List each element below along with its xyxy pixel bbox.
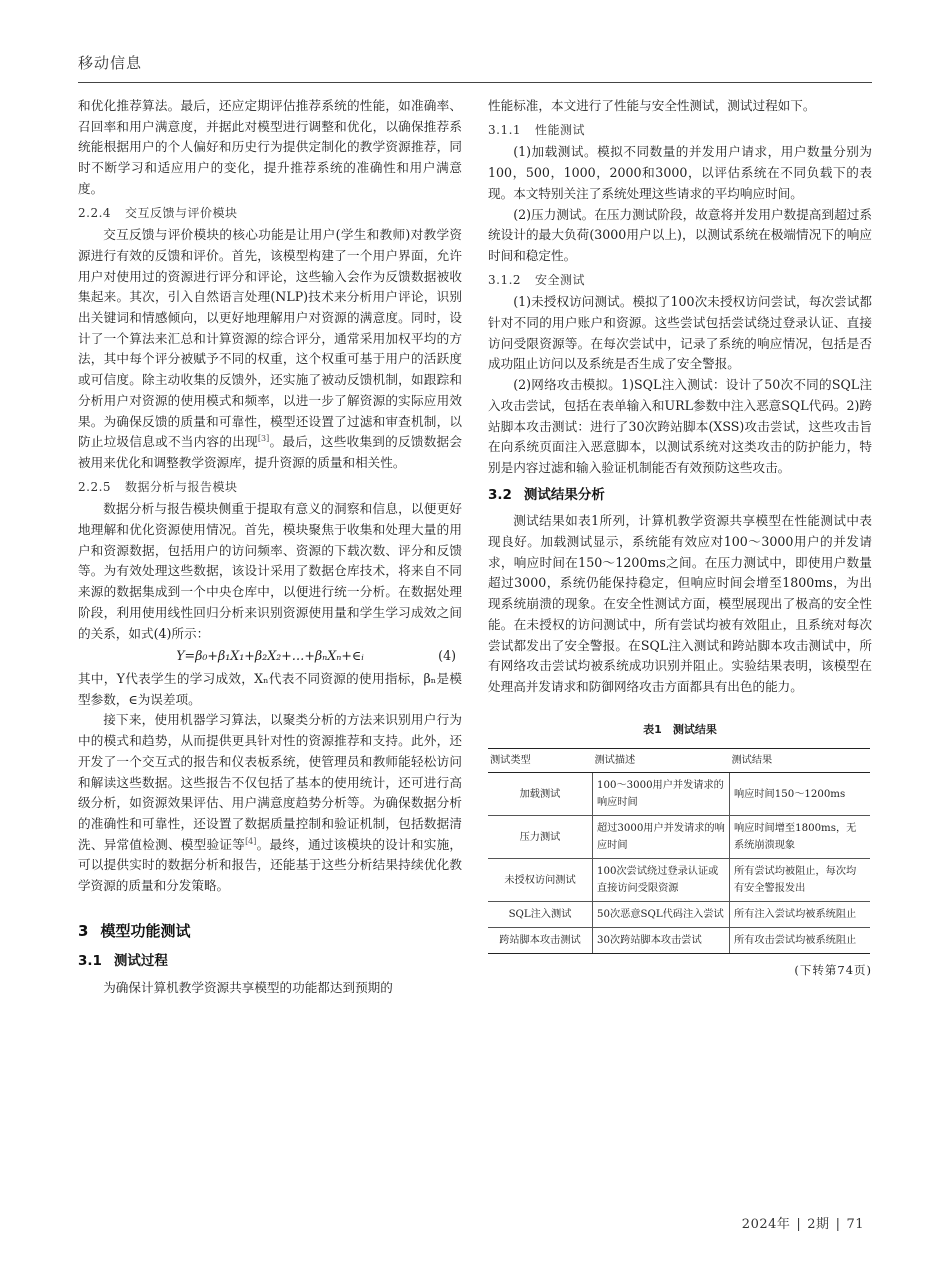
- section-number: 3: [78, 921, 89, 940]
- paragraph-text: 交互反馈与评价模块的核心功能是让用户(学生和教师)对教学资源进行有效的反馈和评价。首先，该模型构建了一个用户界面，允许用户对使用过的资源进行评分和评论，这些输入会作为反馈数据被收集起来。其次，引入自然语言处理(NLP)技术来分析用户评论，识别出关键词和情感倾向，以更好地理解用户对资源的满意度。同时，设计了一个算法来汇总和计算资源的综合评分，通常采用加权平均的方法，其中每个评分被赋予不同的权重，这个权重可基于用户的活跃度或可信度。除主动收集的反馈外，还实施了被动反馈机制，如跟踪和分析用户对资源的使用模式和频率，以进一步了解资源的实际应用效果。为确保反馈的质量和可靠性，模型还设置了过滤和审查机制，以防止垃圾信息或不当内容的出现: [78, 227, 462, 450]
- table-header-cell: 测试结果: [730, 749, 871, 773]
- table-cell: 100次尝试绕过登录认证或直接访问受限资源: [593, 859, 730, 902]
- table-cell: 100～3000用户并发请求的响应时间: [593, 773, 730, 816]
- equation-number: (4): [438, 648, 456, 664]
- page-number: 71: [846, 1217, 864, 1232]
- table-cell: 50次恶意SQL代码注入尝试: [593, 902, 730, 928]
- section-number: 3.2: [488, 486, 512, 503]
- continued-note: (下转第74页): [794, 963, 872, 978]
- citation-ref: [4]: [245, 836, 257, 846]
- table-header-row: [488, 749, 870, 773]
- subsection-number: 3.1.2: [488, 272, 522, 287]
- paragraph: 和优化推荐算法。最后，还应定期评估推荐系统的性能，如准确率、召回率和用户满意度，并据此对模型进行调整和优化，以确保推荐系统能根据用户的个人偏好和历史行为提供定制化的教学资源推荐，同时不断学习和适应用户的变化，提升推荐系统的准确性和用户满意度。: [78, 98, 462, 196]
- footer-issue: 2期: [807, 1217, 830, 1232]
- paragraph: (2)压力测试。在压力测试阶段，故意将并发用户数提高到超过系统设计的最大负荷(3000用户以上)，以测试系统在极端情况下的响应时间和稳定性。: [488, 206, 872, 263]
- header-rule: [78, 82, 872, 83]
- paragraph: [78, 710, 462, 896]
- subsection-number: 3.1.1: [488, 122, 522, 137]
- subsection-title: 性能测试: [535, 122, 586, 137]
- table-caption: 表1 测试结果: [643, 722, 717, 736]
- section-3-1-heading: [78, 951, 462, 972]
- footer-divider: |: [796, 1217, 802, 1232]
- table-row: [488, 773, 870, 816]
- section-title: 测试过程: [113, 953, 168, 970]
- table-cell: 所有尝试均被阻止，每次均有安全警报发出: [730, 859, 871, 902]
- table-cell: 压力测试: [488, 816, 593, 859]
- paragraph-text: 。最终，通过该模块的设计和实施，可以提供实时的数据分析和报告，还能基于这些分析结果持续优化教学资源的质量和分发策略。: [78, 836, 463, 894]
- paragraph-text: 接下来，使用机器学习算法，以聚类分析的方法来识别用户行为中的模式和趋势，从而提供更具针对性的资源推荐和支持。此外，还开发了一个交互式的报告和仪表板系统，使管理员和教师能轻松访问和解读这些数据。这些报告不仅包括了基本的使用统计，还可进行高级分析，如资源效果评估、用户满意度趋势分析等。为确保数据分析的准确性和可靠性，还设置了数据质量控制和验证机制，包括数据清洗、异常值检测、模型验证等: [78, 712, 462, 852]
- footer-year: 2024年: [741, 1217, 791, 1232]
- table-cell: 超过3000用户并发请求的响应时间: [593, 816, 730, 859]
- equation-body: Y=β₀+β₁X₁+β₂X₂+…+βₙXₙ+∈ᵢ: [176, 648, 364, 664]
- paragraph: 为确保计算机教学资源共享模型的功能都达到预期的: [103, 980, 393, 996]
- table-cell: 未授权访问测试: [488, 859, 593, 902]
- footer-divider: |: [835, 1217, 841, 1232]
- section-number: 3.1: [78, 953, 102, 970]
- table-cell: 响应时间增至1800ms，无系统崩溃现象: [730, 816, 871, 859]
- page-footer: [742, 1213, 864, 1232]
- paragraph: 数据分析与报告模块侧重于提取有意义的洞察和信息，以便更好地理解和优化资源使用情况。首先，模块聚焦于收集和处理大量的用户和资源数据，包括用户的访问频率、资源的下载次数、评分和反馈等。为有效处理这些数据，该设计采用了数据仓库技术，将来自不同来源的数据集成到一个中央仓库中，以便进行统一分析。在数据处理阶段，利用使用线性回归分析来识别资源使用量和学生学习成效之间的关系，如式(4)所示：: [78, 501, 462, 641]
- paragraph: 其中，Y代表学生的学习成效，Xₙ代表不同资源的使用指标，βₙ是模型参数，∈为误差项。: [78, 670, 462, 707]
- equation-4: [78, 646, 462, 667]
- table-row: [488, 859, 870, 902]
- table-header-cell: 测试类型: [488, 749, 593, 773]
- table-header-cell: 测试描述: [593, 749, 730, 773]
- table-cell: 响应时间150～1200ms: [730, 773, 871, 816]
- section-title: 模型功能测试: [100, 921, 191, 940]
- table-cell: SQL注入测试: [488, 902, 593, 928]
- subsection-title: 数据分析与报告模块: [125, 479, 238, 494]
- left-column: [78, 96, 462, 999]
- right-column: [488, 96, 872, 981]
- subsection-number: 2.2.4: [78, 205, 112, 220]
- section-3-2-heading: [488, 485, 872, 506]
- paragraph: (1)未授权访问测试。模拟了100次未授权访问尝试，每次尝试都针对不同的用户账户和资源。这些尝试包括尝试绕过登录认证、直接访问受限资源等。在每次尝试中，记录了系统的响应情况，包括是否成功阻止访问以及系统是否生成了安全警报。: [488, 294, 872, 372]
- journal-name: 移动信息: [78, 54, 143, 72]
- subsection-number: 2.2.5: [78, 479, 112, 494]
- citation-ref: [3]: [257, 434, 270, 444]
- paragraph: 测试结果如表1所列，计算机教学资源共享模型在性能测试中表现良好。加载测试显示，系统能有效应对100～3000用户的并发请求，响应时间在150～1200ms之间。在压力测试中，即使用户数量超过3000，系统仍能保持稳定，但响应时间会增至1800ms，为出现系统崩溃的现象。在安全性测试方面，模型展现出了极高的安全性能。在未授权的访问测试中，所有尝试均被有效阻止，且系统对每次尝试都发出了安全警报。在SQL注入测试和跨站脚本攻击测试中，所有网络攻击尝试均被系统成功识别并阻止。实验结果表明，该模型在处理高并发请求和防御网络攻击方面都具有出色的能力。: [488, 513, 872, 694]
- table-row: [488, 816, 870, 859]
- paragraph: 性能标准，本文进行了性能与安全性测试，测试过程如下。: [488, 98, 816, 113]
- paragraph: [78, 225, 462, 473]
- table-cell: 30次跨站脚本攻击尝试: [593, 928, 730, 954]
- section-title: 测试结果分析: [523, 486, 605, 503]
- table-row: [488, 902, 870, 928]
- paragraph: (1)加载测试。模拟不同数量的并发用户请求，用户数量分别为100，500，1000，2000和3000，以评估系统在不同负载下的表现。本文特别关注了系统处理这些请求的平均响应时间。: [488, 144, 872, 201]
- subsection-2-2-4: [78, 203, 462, 224]
- results-table: [488, 748, 870, 954]
- paragraph-text: 。最后，这些收集到的反馈数据会被用来优化和调整教学资源库，提升资源的质量和相关性。: [78, 434, 463, 470]
- subsection-title: 安全测试: [535, 272, 586, 287]
- subsection-2-2-5: [78, 477, 462, 498]
- section-3-heading: [78, 921, 462, 942]
- table-row: [488, 928, 870, 954]
- subsection-3-1-2: [488, 270, 872, 291]
- table-cell: 跨站脚本攻击测试: [488, 928, 593, 954]
- table-cell: 所有攻击尝试均被系统阻止: [730, 928, 871, 954]
- paragraph: (2)网络攻击模拟。1)SQL注入测试：设计了50次不同的SQL注入攻击尝试，包括在表单输入和URL参数中注入恶意SQL代码。2)跨站脚本攻击测试：进行了30次跨站脚本(XSS)攻击尝试，这些攻击旨在向系统页面注入恶意脚本，以测试系统对这类攻击的防护能力，特别是内容过滤和输入验证机制能否有效预防这些攻击。: [488, 377, 872, 475]
- table-cell: 加载测试: [488, 773, 593, 816]
- subsection-title: 交互反馈与评价模块: [125, 205, 238, 220]
- subsection-3-1-1: [488, 120, 872, 141]
- table-cell: 所有注入尝试均被系统阻止: [730, 902, 871, 928]
